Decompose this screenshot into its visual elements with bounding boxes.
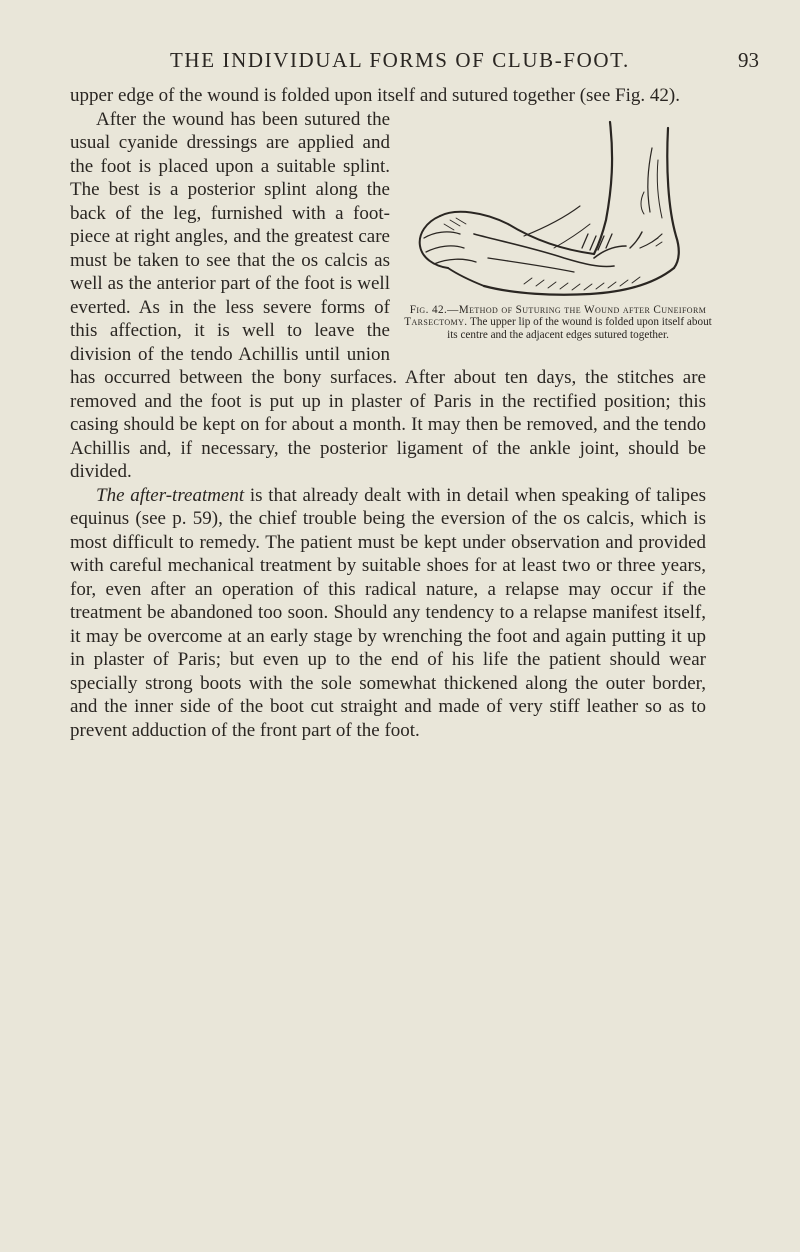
- after-treatment-heading: The after-treatment: [96, 484, 245, 506]
- figure-caption: [404, 304, 712, 342]
- figure-42: [404, 108, 712, 342]
- page-number: 93: [738, 48, 759, 72]
- foot-suture-illustration: [404, 108, 712, 298]
- figure-caption-title: Fig. 42.—Method of Suturing the Wound after Cuneiform Tarsectomy.: [404, 303, 707, 328]
- after-treatment-text: is that already dealt with in detail when speaking of talipes equinus (see p. 59), the chief trouble being the eversion of the os calcis, which is most difficult to remedy. The patient must be kept under observation and provided with careful mechanical treatment by suitable shoes for at least two or three years, for, even after an operation of this radical nature, a relapse may occur if the treatment be abandoned too soon. Should any tendency to a relapse manifest itself, it may be overcome at an early stage by wrenching the foot and again putting it up in plaster of Paris; but even up to the end of his life the patient should wear specially strong boots with the sole somewhat thickened along the outer border, and the inner side of the boot cut straight and made of very stiff leather so as to prevent adduction of the front part of the foot.: [70, 484, 706, 741]
- running-head: THE INDIVIDUAL FORMS OF CLUB-FOOT.: [170, 48, 630, 72]
- paragraph-dressings: After the wound has been sutured the usual cyanide dressings are applied and the foot is placed upon a suitable splint. The best is a posterior splint along the back of the leg, furnished with a foot-piece at right angles, and the greatest care must be taken to see that the os calcis as well as the anterior part of the foot is well everted. As in the less severe forms of this affection, it is well to leave the division of the tendo Achillis until union has occurred between the bony surfaces. After about ten days, the stitches are removed and the foot is put up in plaster of Paris in the rectified position; this casing should be kept on for about a month. It may then be removed, and the tendo Achillis and, if necessary, the posterior ligament of the ankle joint, should be divided.: [70, 108, 706, 482]
- body-text: [70, 84, 712, 742]
- paragraph-after-treatment: [70, 484, 706, 743]
- figure-caption-body: The upper lip of the wound is folded upon itself about its centre and the adjacent edges sutured together.: [447, 316, 712, 341]
- paragraph-continued: upper edge of the wound is folded upon itself and sutured together (see Fig. 42).: [70, 85, 680, 106]
